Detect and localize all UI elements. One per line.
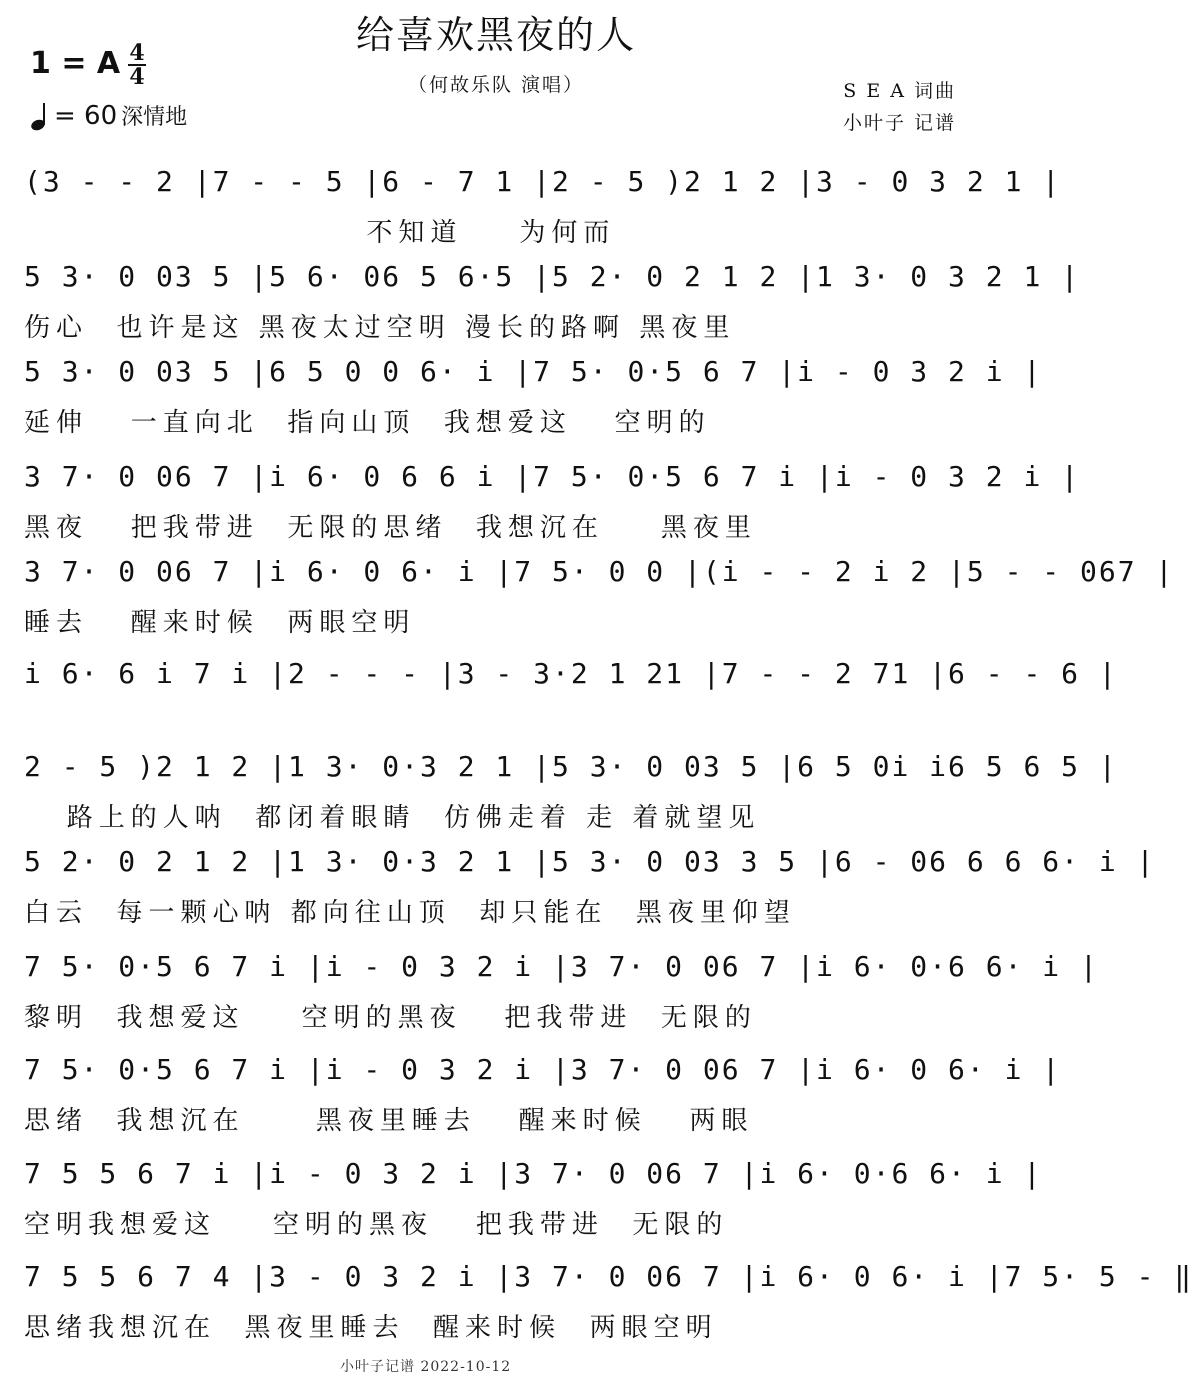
lyric-line: 延伸 一直向北 指向山顶 我想爱这 空明的 (24, 408, 711, 438)
notation-line: 5 3· 0 03 5 |6 5 0 0 6· i |7 5· 0·5 6 7 |i - 0 3 2 i | (24, 355, 1043, 388)
notation-line: (3 - - 2 |7 - - 5 |6 - 7 1 |2 - 5 )2 1 2 |3 - 0 3 2 1 | (24, 165, 1062, 198)
lyric-line: 白云 每一颗心呐 都向往山顶 却只能在 黑夜里仰望 (24, 898, 796, 928)
notation-line: 5 2· 0 2 1 2 |1 3· 0·3 2 1 |5 3· 0 03 3 5 |6 - 06 6 6 6· i | (24, 845, 1156, 878)
notation-line: 3 7· 0 06 7 |i 6· 0 6· i |7 5· 0 0 |(i - - 2 i 2 |5 - - 067 | (24, 555, 1175, 588)
performer-line: （何故乐队 演唱） (407, 74, 585, 96)
lyric-line: 路上的人呐 都闭着眼睛 仿佛走着 走 着就望见 (24, 803, 761, 833)
key-signature: 1 = A (30, 46, 121, 81)
lyric-line: 黎明 我想爱这 空明的黑夜 把我带进 无限的 (24, 1003, 757, 1033)
quarter-note-icon (30, 101, 50, 131)
lyric-line: 思绪 我想沉在 黑夜里睡去 醒来时候 两眼 (24, 1106, 754, 1136)
time-numerator: 4 (129, 40, 145, 66)
lyric-line: 空明我想爱这 空明的黑夜 把我带进 无限的 (24, 1210, 729, 1240)
notation-line: 7 5 5 6 7 i |i - 0 3 2 i |3 7· 0 06 7 |i 6· 0·6 6· i | (24, 1157, 1043, 1190)
notation-line: 7 5· 0·5 6 7 i |i - 0 3 2 i |3 7· 0 06 7 |i 6· 0 6· i | (24, 1053, 1062, 1086)
expression-mark: 深情地 (121, 105, 188, 130)
notation-line: 5 3· 0 03 5 |5 6· 06 5 6·5 |5 2· 0 2 1 2 |1 3· 0 3 2 1 | (24, 260, 1081, 293)
tempo-marking (30, 100, 187, 131)
notation-line: i 6· 6 i 7 i |2 - - - |3 - 3·2 1 21 |7 - - 2 71 |6 - - 6 | (24, 657, 1118, 690)
credit-lyrics-music: S E A 词曲 (843, 80, 956, 102)
lyric-line: 不知道 为何而 (24, 218, 616, 248)
notation-line: 2 - 5 )2 1 2 |1 3· 0·3 2 1 |5 3· 0 03 5 |6 5 0i i6 5 6 5 | (24, 750, 1118, 783)
tempo-value: = 60 (54, 100, 118, 131)
notation-line: 7 5· 0·5 6 7 i |i - 0 3 2 i |3 7· 0 06 7 |i 6· 0·6 6· i | (24, 950, 1099, 983)
time-denominator: 4 (129, 64, 145, 90)
song-title: 给喜欢黑夜的人 (355, 13, 636, 57)
footer-signature: 小叶子记谱 2022-10-12 (340, 1359, 512, 1375)
credit-transcriber: 小叶子 记谱 (842, 112, 956, 134)
lyric-line: 思绪我想沉在 黑夜里睡去 醒来时候 两眼空明 (24, 1313, 718, 1343)
notation-line: 7 5 5 6 7 4 |3 - 0 3 2 i |3 7· 0 06 7 |i 6· 0 6· i |7 5· 5 - ‖ (24, 1260, 1193, 1293)
lyric-line: 伤心 也许是这 黑夜太过空明 漫长的路啊 黑夜里 (24, 313, 736, 343)
notation-line: 3 7· 0 06 7 |i 6· 0 6 6 i |7 5· 0·5 6 7 i |i - 0 3 2 i | (24, 460, 1081, 493)
lyric-line: 黑夜 把我带进 无限的思绪 我想沉在 黑夜里 (24, 513, 757, 543)
lyric-line: 睡去 醒来时候 两眼空明 (24, 608, 416, 638)
time-signature (126, 42, 148, 88)
